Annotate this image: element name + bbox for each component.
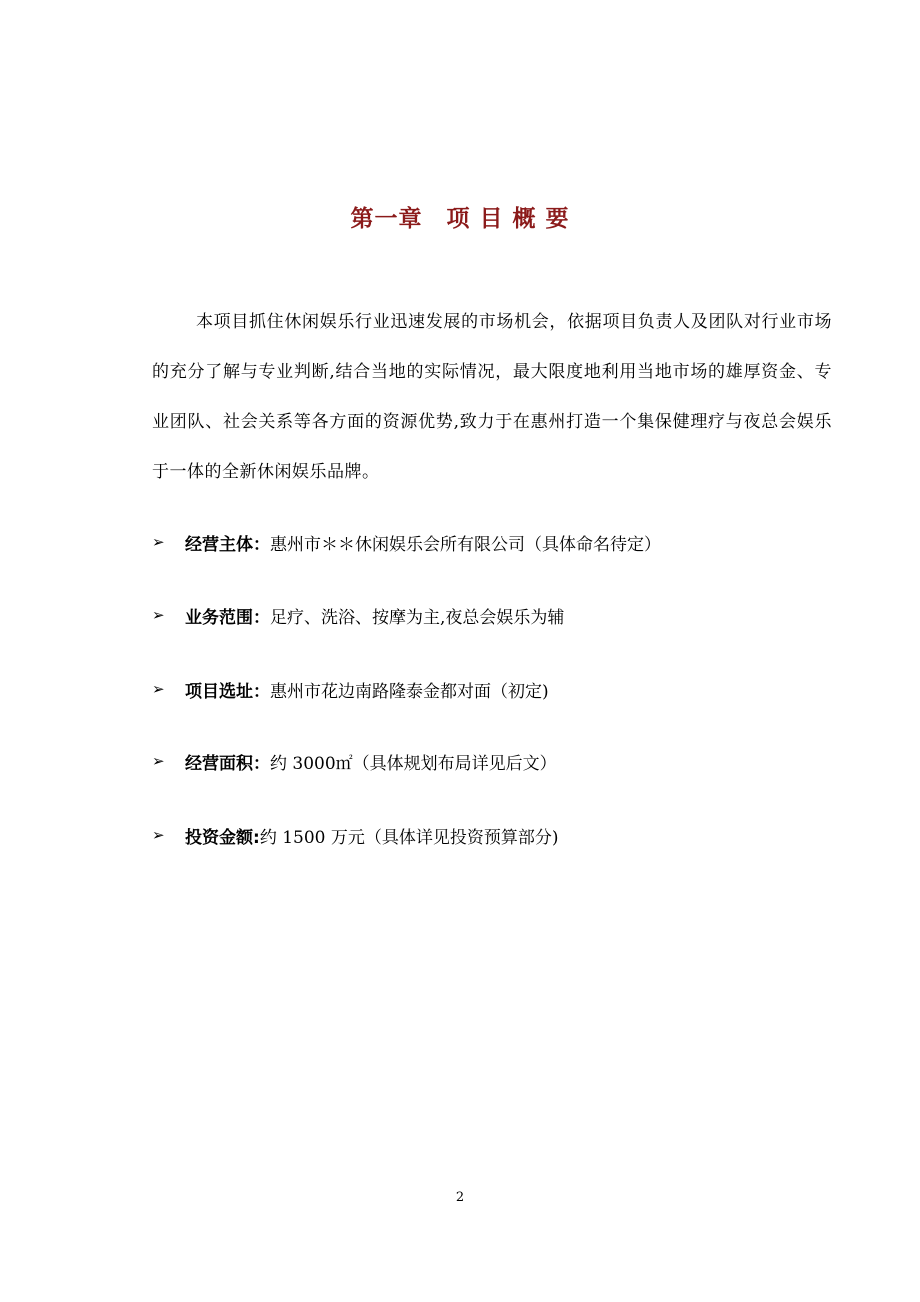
item-label: 项目选址： bbox=[185, 681, 270, 702]
item-value: 惠州市花边南路隆泰金都对面（初定) bbox=[270, 681, 549, 702]
arrow-bullet-icon: ➢ bbox=[152, 752, 165, 770]
item-value: 约 3000㎡（具体规划布局详见后文） bbox=[270, 753, 557, 774]
arrow-bullet-icon: ➢ bbox=[152, 533, 165, 551]
item-label: 投资金额: bbox=[185, 827, 260, 848]
list-item-operating-area bbox=[152, 746, 832, 776]
intro-paragraph: 本项目抓住休闲娱乐行业迅速发展的市场机会，依据项目负责人及团队对行业市场的充分了解与专业判断,结合当地的实际情况，最大限度地利用当地市场的雄厚资金、专业团队、社会关系等各方面的资源优势,致力于在惠州打造一个集保健理疗与夜总会娱乐于一体的全新休闲娱乐品牌。 bbox=[152, 312, 832, 482]
item-value: 足疗、洗浴、按摩为主,夜总会娱乐为辅 bbox=[270, 607, 565, 628]
list-item-operating-entity bbox=[152, 527, 832, 557]
list-item-project-location bbox=[152, 674, 832, 704]
item-label: 业务范围： bbox=[185, 607, 270, 628]
item-value: 惠州市＊＊休闲娱乐会所有限公司（具体命名待定） bbox=[270, 534, 661, 555]
list-item-investment-amount bbox=[152, 820, 832, 850]
chapter-title: 第一章 项 目 概 要 bbox=[350, 206, 570, 232]
arrow-bullet-icon: ➢ bbox=[152, 826, 165, 844]
item-value: 约 1500 万元（具体详见投资预算部分) bbox=[259, 827, 559, 848]
page-number: 2 bbox=[455, 1190, 465, 1205]
arrow-bullet-icon: ➢ bbox=[152, 606, 165, 624]
list-item-business-scope bbox=[152, 600, 832, 630]
item-label: 经营主体： bbox=[185, 534, 270, 555]
arrow-bullet-icon: ➢ bbox=[152, 680, 165, 698]
item-label: 经营面积： bbox=[185, 753, 270, 774]
